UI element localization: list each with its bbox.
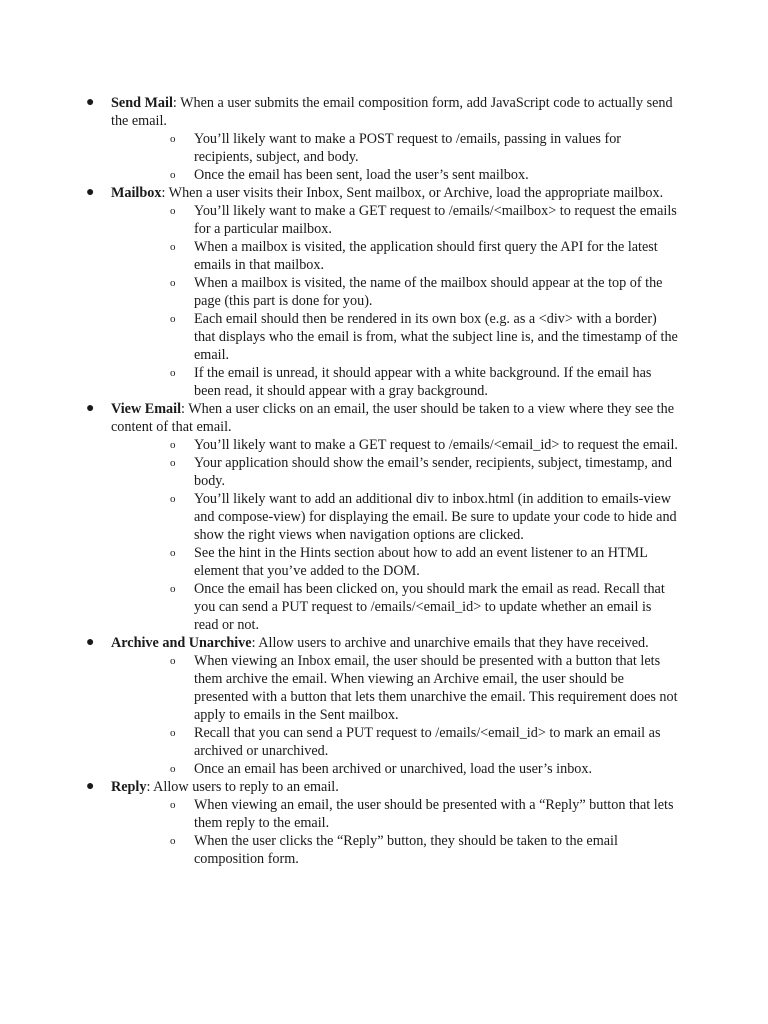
circle-bullet-icon: o	[170, 835, 176, 847]
list-item	[0, 130, 678, 166]
circle-bullet-icon: o	[170, 799, 176, 811]
bullet-icon: ●	[86, 401, 95, 416]
section-intro: : Allow users to archive and unarchive emails that they have received.	[251, 635, 649, 651]
list-item-text: Each email should then be rendered in its own box (e.g. as a <div> with a border) that displays who the email is from, what the subject line is, and the timestamp of the email.	[194, 311, 678, 363]
section-term: Send Mail	[111, 95, 173, 111]
circle-bullet-icon: o	[170, 367, 176, 379]
list-item-text: Your application should show the email’s sender, recipients, subject, timestamp, and body.	[194, 455, 672, 489]
circle-bullet-icon: o	[170, 205, 176, 217]
section-subitems	[0, 130, 768, 184]
circle-bullet-icon: o	[170, 169, 176, 181]
list-item	[0, 490, 678, 544]
section-archive-unarchive	[0, 634, 681, 652]
section-term: Reply	[111, 779, 147, 795]
list-item	[0, 832, 678, 868]
section-reply	[0, 778, 681, 796]
list-item	[0, 310, 678, 364]
section-intro: : When a user visits their Inbox, Sent mailbox, or Archive, load the appropriate mailbox.	[161, 185, 664, 201]
list-item	[0, 274, 678, 310]
list-item-text: See the hint in the Hints section about how to add an event listener to an HTML element that you’ve added to the DOM.	[194, 545, 648, 579]
list-item	[0, 364, 678, 400]
section-term: Archive and Unarchive	[111, 635, 252, 651]
list-item	[0, 454, 678, 490]
list-item-text: When viewing an Inbox email, the user should be presented with a button that lets them archive the email. When viewing an Archive email, the user should be presented with a button that lets them unarchive the email. This requirement does not apply to emails in the Sent mailbox.	[194, 653, 678, 723]
circle-bullet-icon: o	[170, 133, 176, 145]
section-term: View Email	[111, 401, 182, 417]
list-item-text: Once the email has been clicked on, you should mark the email as read. Recall that you can send a PUT request to /emails/<email_id> to update whether an email is read or not.	[194, 581, 665, 633]
list-item	[0, 652, 678, 724]
section-term: Mailbox	[111, 185, 162, 201]
list-item	[0, 544, 678, 580]
list-item	[0, 238, 678, 274]
section-mailbox	[0, 184, 681, 202]
list-item-text: Once the email has been sent, load the user’s sent mailbox.	[194, 167, 529, 183]
circle-bullet-icon: o	[170, 763, 176, 775]
circle-bullet-icon: o	[170, 313, 176, 325]
circle-bullet-icon: o	[170, 457, 176, 469]
list-item-text: You’ll likely want to make a GET request to /emails/<mailbox> to request the emails for a particular mailbox.	[194, 203, 677, 237]
list-item-text: When a mailbox is visited, the application should first query the API for the latest emails in that mailbox.	[194, 239, 658, 273]
bullet-icon: ●	[86, 779, 95, 794]
document-page	[0, 94, 768, 868]
list-item-text: Recall that you can send a PUT request to /emails/<email_id> to mark an email as archived or unarchived.	[194, 725, 661, 759]
section-send-mail	[0, 94, 681, 130]
circle-bullet-icon: o	[170, 493, 176, 505]
section-subitems	[0, 652, 768, 778]
list-item	[0, 436, 678, 454]
list-item-text: Once an email has been archived or unarchived, load the user’s inbox.	[194, 761, 593, 777]
bullet-icon: ●	[86, 95, 95, 110]
list-item-text: If the email is unread, it should appear with a white background. If the email has been read, it should appear with a gray background.	[194, 365, 652, 399]
list-item-text: You’ll likely want to make a POST request to /emails, passing in values for recipients, subject, and body.	[194, 131, 622, 165]
section-subitems	[0, 796, 768, 868]
list-item	[0, 580, 678, 634]
list-item-text: When a mailbox is visited, the name of the mailbox should appear at the top of the page (this part is done for you).	[194, 275, 663, 309]
circle-bullet-icon: o	[170, 655, 176, 667]
section-intro: : When a user submits the email composition form, add JavaScript code to actually send the email.	[111, 95, 673, 129]
list-item-text: You’ll likely want to add an additional div to inbox.html (in addition to emails-view and compose-view) for displaying the email. Be sure to update your code to hide and show the right views when navigation options are clicked.	[194, 491, 677, 543]
circle-bullet-icon: o	[170, 727, 176, 739]
section-intro: : Allow users to reply to an email.	[146, 779, 339, 795]
section-subitems	[0, 202, 768, 400]
list-item	[0, 166, 678, 184]
bullet-icon: ●	[86, 635, 95, 650]
list-item	[0, 760, 678, 778]
bullet-icon: ●	[86, 185, 95, 200]
circle-bullet-icon: o	[170, 277, 176, 289]
list-item	[0, 202, 678, 238]
list-item	[0, 724, 678, 760]
circle-bullet-icon: o	[170, 583, 176, 595]
list-item-text: You’ll likely want to make a GET request to /emails/<email_id> to request the email.	[194, 437, 678, 453]
list-item-text: When the user clicks the “Reply” button, they should be taken to the email composition form.	[194, 833, 618, 867]
section-view-email	[0, 400, 681, 436]
section-subitems	[0, 436, 768, 634]
circle-bullet-icon: o	[170, 547, 176, 559]
circle-bullet-icon: o	[170, 439, 176, 451]
list-item-text: When viewing an email, the user should be presented with a “Reply” button that lets them reply to the email.	[194, 797, 674, 831]
list-item	[0, 796, 678, 832]
circle-bullet-icon: o	[170, 241, 176, 253]
section-intro: : When a user clicks on an email, the user should be taken to a view where they see the content of that email.	[111, 401, 674, 435]
